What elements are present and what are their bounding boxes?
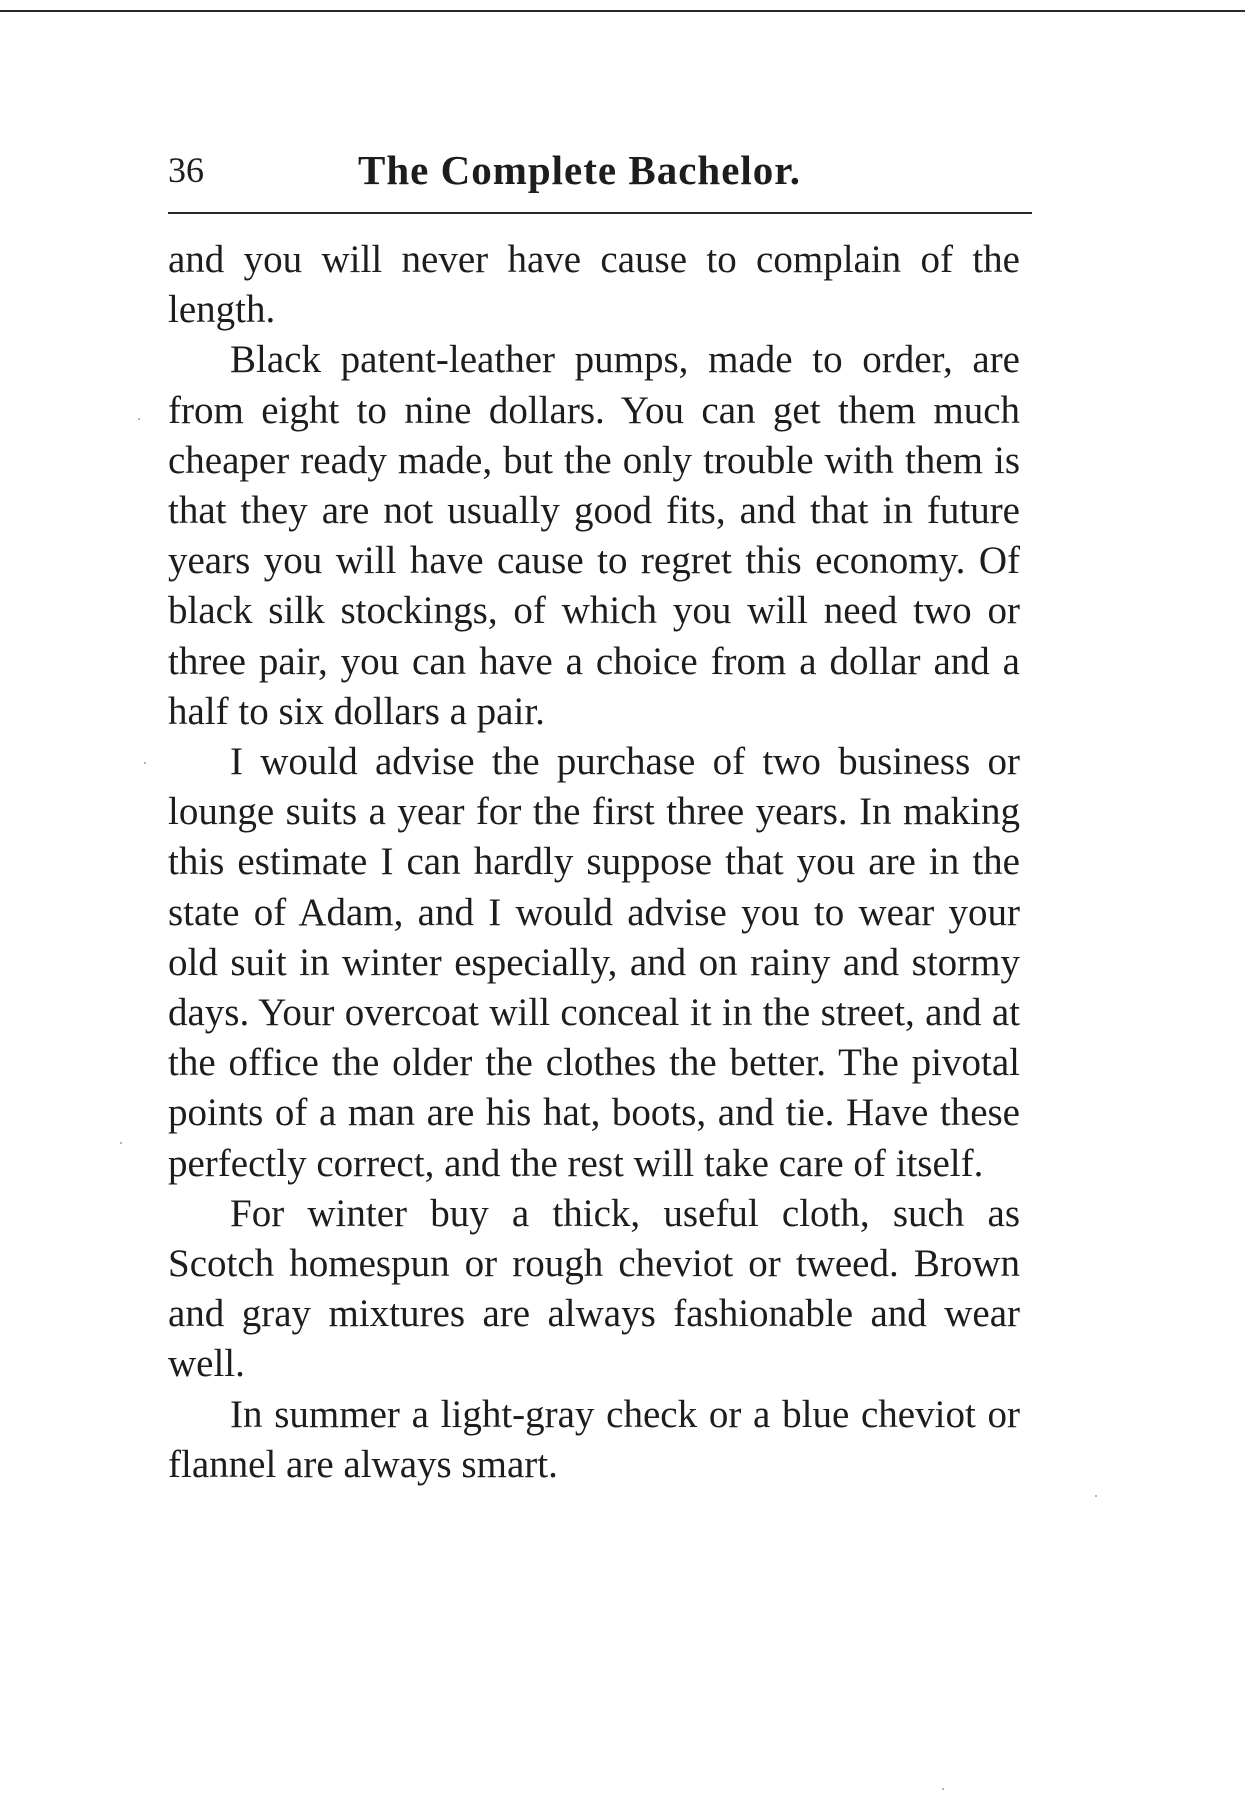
paper-speck: [138, 418, 140, 420]
header-rule: [168, 212, 1032, 214]
paper-speck: [144, 762, 146, 764]
paragraph-continuation: and you will never have cause to complain of the length.: [168, 238, 1020, 332]
paragraph-winter-cloth: For winter buy a thick, useful cloth, such as Scotch homespun or rough cheviot or tweed. Brown and gray mixtures are always fashionable and wear well.: [168, 1191, 1020, 1386]
paper-speck: [942, 1788, 944, 1790]
paragraph-pumps-stockings: Black patent-leather pumps, made to order, are from eight to nine dollars. You can get them much cheaper ready made, but the only trouble with them is that they are not usually good fits, and that in future years you will have cause to regret this economy. Of black silk stockings, of which you will need two or three pair, you can have a choice from a dollar and a half to six dollars a pair.: [168, 338, 1020, 733]
page-number: 36: [168, 150, 204, 190]
running-title: The Complete Bachelor.: [358, 147, 801, 193]
paragraph-summer-cloth: In summer a light-gray check or a blue cheviot or flannel are always smart.: [168, 1392, 1020, 1486]
top-page-rule: [0, 10, 1245, 12]
paper-speck: [120, 1142, 122, 1144]
body-text: [168, 235, 1020, 1490]
page-header: [168, 140, 1028, 200]
paragraph-business-suits: I would advise the purchase of two business or lounge suits a year for the first three years. In making this estimate I can hardly suppose that you are in the state of Adam, and I would advise you to wear your old suit in winter especially, and on rainy and stormy days. Your overcoat will conceal it in the street, and at the office the older the clothes the better. The pivotal points of a man are his hat, boots, and tie. Have these perfectly correct, and the rest will take care of itself.: [168, 740, 1020, 1185]
paper-speck: [1095, 1495, 1097, 1497]
